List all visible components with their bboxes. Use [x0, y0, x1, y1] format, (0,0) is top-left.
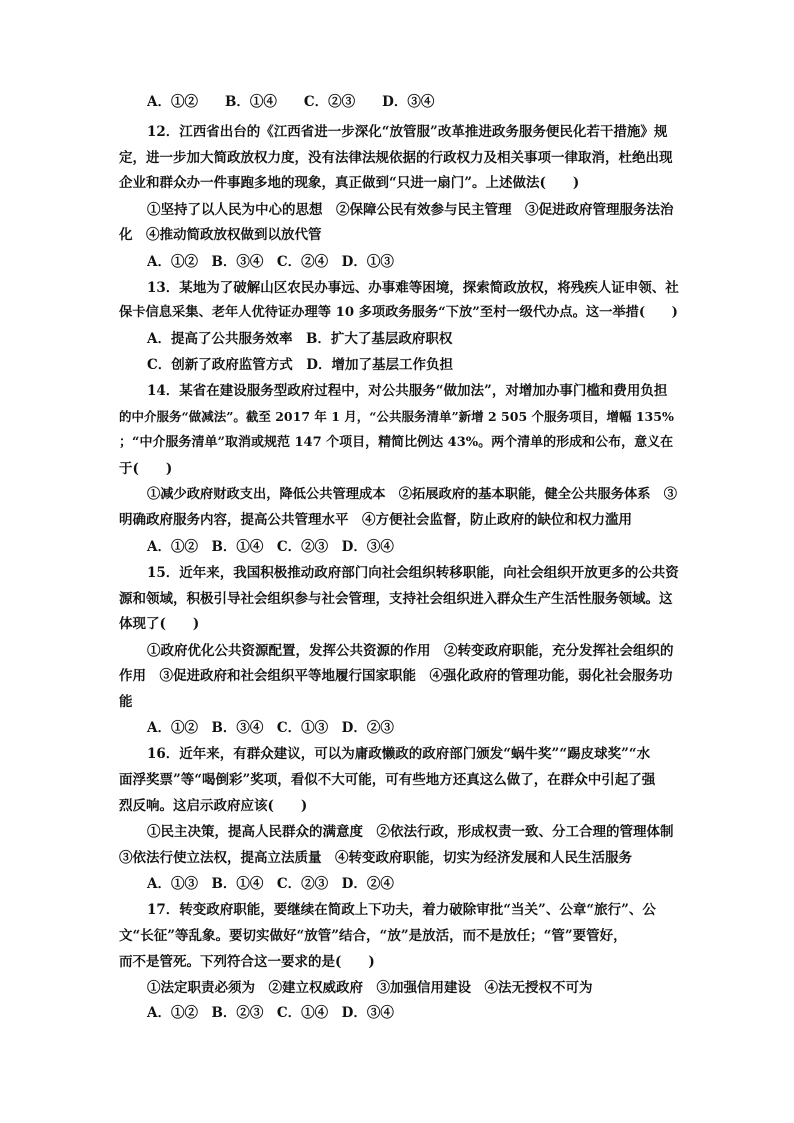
question-17-stem-line2: 文“长征”等乱象。要切实做好“放管”结合，“放”是放活，而不是放任；“管”要管好，	[119, 928, 627, 944]
answer-choices-q12: A．①② B．③④ C．②④ D．①③	[147, 254, 394, 270]
question-16-stem-line3: 烈反响。这启示政府应该( )	[119, 798, 308, 814]
question-12-stem-line2: 定，进一步加大简政放权力度，没有法律法规依据的行政权力及相关事项一律取消，杜绝出现	[119, 150, 673, 166]
question-12-options: ①坚持了以人民为中心的思想 ②保障公民有效参与民主管理 ③促进政府管理服务法治	[147, 202, 674, 218]
question-14-stem: 14．某省在建设服务型政府过程中，对公共服务“做加法”，对增加办事门槛和费用负担	[147, 383, 668, 399]
question-16-stem: 16．近年来，有群众建议，可以为庸政懒政的政府部门颁发“蜗牛奖”“踢皮球奖”“水	[147, 746, 651, 762]
question-15-stem-line3: 体现了( )	[119, 616, 200, 632]
answer-choices-q15: A．①② B．③④ C．①③ D．②③	[147, 720, 394, 736]
question-14-stem-line2: 的中介服务“做减法”。截至 2017 年 1 月，“公共服务清单”新增 2 505 个服务项目，增幅 135%	[119, 409, 674, 424]
answer-choices-q16: A．①③ B．①④ C．②③ D．②④	[147, 876, 394, 892]
answer-choices-q14: A．①② B．①④ C．②③ D．③④	[147, 539, 394, 555]
question-15-stem-line2: 源和领域，积极引导社会组织参与社会管理，支持社会组织进入群众生产生活性服务领域。这	[119, 591, 673, 607]
question-16-options-line2: ③依法行使立法权，提高立法质量 ④转变政府职能，切实为经济发展和人民生活服务	[119, 850, 632, 866]
question-13-stem-line2: 保卡信息采集、老年人优待证办理等 10 多项政务服务“下放”至村一级代办点。这一举措( )	[119, 305, 678, 320]
question-17-options: ①法定职责必须为 ②建立权威政府 ③加强信用建设 ④法无授权不可为	[147, 980, 593, 996]
answer-choices-q11: A．①② B．①④ C．②③ D．③④	[147, 94, 435, 110]
question-12-stem-line3: 企业和群众办一件事跑多地的现象，真正做到“只进一扇门”。上述做法( )	[119, 175, 580, 191]
question-17-stem-line3: 而不是管死。下列符合这一要求的是( )	[119, 954, 375, 970]
question-16-options: ①民主决策，提高人民群众的满意度 ②依法行政，形成权责一致、分工合理的管理体制	[147, 824, 674, 840]
question-14-options: ①减少政府财政支出，降低公共管理成本 ②拓展政府的基本职能，健全公共服务体系 ③	[147, 487, 678, 502]
question-12-options-line2: 化 ④推动简政放权做到以放代管	[119, 227, 322, 243]
question-15-stem: 15．近年来，我国积极推动政府部门向社会组织转移职能，向社会组织开放更多的公共资	[147, 565, 679, 581]
question-16-stem-line2: 面浮奖票”等“喝倒彩”奖项，看似不大可能，可有些地方还真这么做了，在群众中引起了强	[119, 772, 656, 788]
question-14-stem-line3: ；“中介服务清单”取消或规范 147 个项目，精简比例达 43%。两个清单的形成和公布，意义在	[119, 435, 674, 450]
question-15-options: ①政府优化公共资源配置，发挥公共资源的作用 ②转变政府职能，充分发挥社会组织的	[147, 643, 674, 659]
question-13-choices-ab: A．提高了公共服务效率 B．扩大了基层政府职权	[147, 331, 453, 347]
question-13-choices-cd: C．创新了政府监管方式 D．增加了基层工作负担	[147, 357, 453, 373]
question-14-stem-line4: 于( )	[119, 461, 173, 477]
question-12-stem: 12．江西省出台的《江西省进一步深化“放管服”改革推进政务服务便民化若干措施》规	[147, 124, 668, 140]
question-14-options-line2: 明确政府服务内容，提高公共管理水平 ④方便社会监督，防止政府的缺位和权力滥用	[119, 512, 632, 528]
question-13-stem: 13．某地为了破解山区农民办事远、办事难等困境，探索简政放权，将残疾人证申领、社	[147, 280, 679, 296]
question-15-options-line3: 能	[119, 694, 133, 710]
question-17-stem: 17．转变政府职能，要继续在简政上下功夫，着力破除审批“当关”、公章“旅行”、公	[147, 902, 656, 918]
answer-choices-q17: A．①② B．②③ C．①④ D．③④	[147, 1005, 394, 1021]
question-15-options-line2: 作用 ③促进政府和社会组织平等地履行国家职能 ④强化政府的管理功能，弱化社会服务功	[119, 668, 673, 684]
